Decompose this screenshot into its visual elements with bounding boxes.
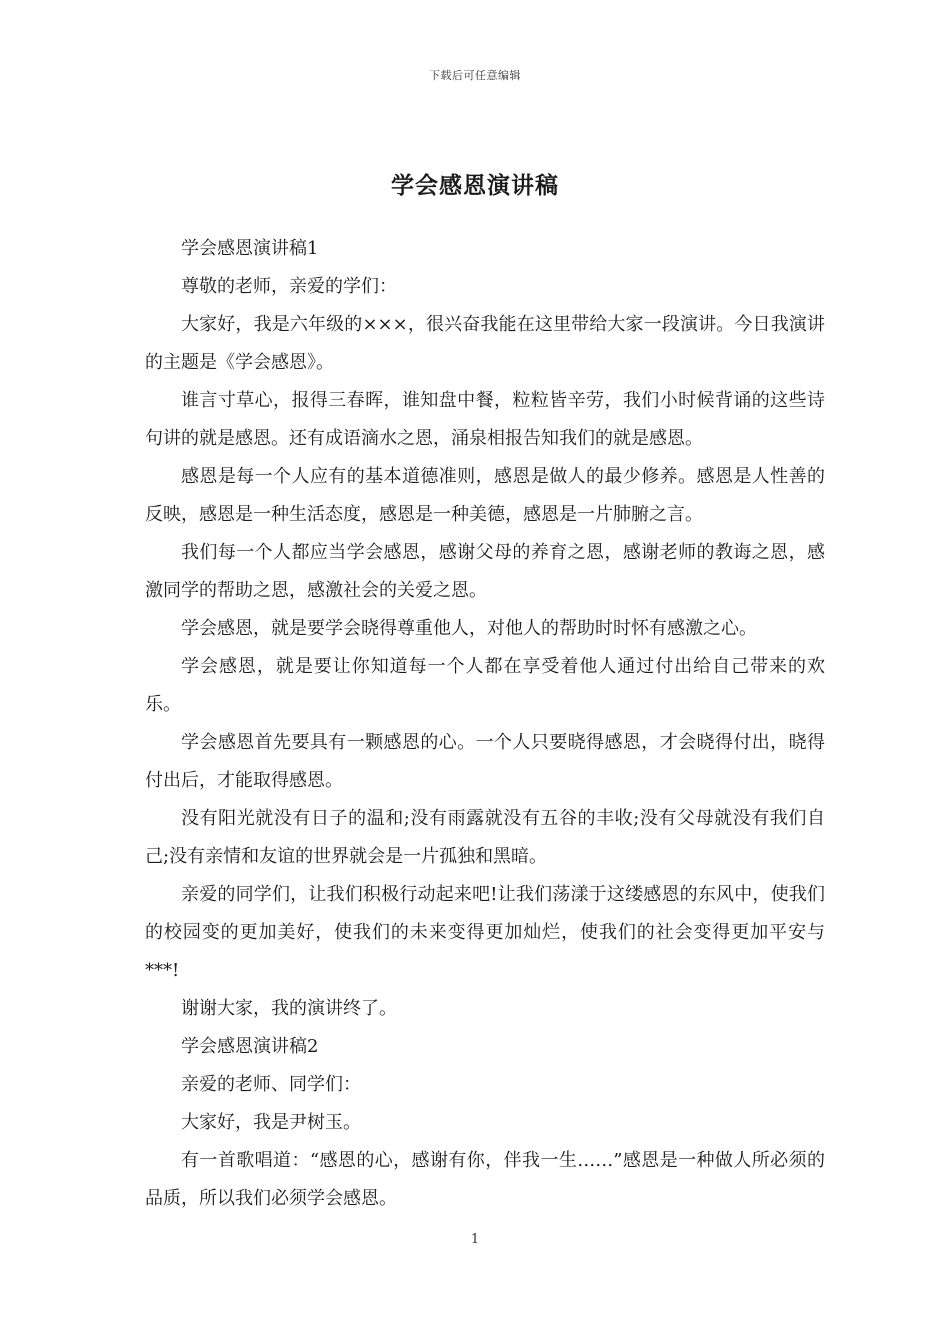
paragraph: 大家好，我是尹树玉。 <box>181 1112 361 1133</box>
paragraph: 学会感恩演讲稿1 <box>181 238 319 259</box>
paragraph: 学会感恩，就是要让你知道每一个人都在享受着他人通过付出给自己带来的欢乐。 <box>145 656 825 715</box>
paragraph: 尊敬的老师，亲爱的学们： <box>181 276 397 297</box>
header-note: 下载后可任意编辑 <box>429 69 521 82</box>
page-number: 1 <box>470 1232 480 1247</box>
document-title: 学会感恩演讲稿 <box>391 172 559 200</box>
paragraph: 有一首歌唱道：“感恩的心，感谢有你，伴我一生……”感恩是一种做人所必须的品质，所以我们必须学会感恩。 <box>145 1150 825 1209</box>
paragraph: 亲爱的老师、同学们： <box>181 1074 361 1095</box>
paragraph: 谢谢大家，我的演讲终了。 <box>181 998 397 1019</box>
paragraph: 学会感恩，就是要学会晓得尊重他人，对他人的帮助时时怀有感激之心。 <box>181 618 757 639</box>
paragraph: 我们每一个人都应当学会感恩，感谢父母的养育之恩，感谢老师的教诲之恩，感激同学的帮助之恩，感激社会的关爱之恩。 <box>145 542 825 601</box>
paragraph: 学会感恩演讲稿2 <box>181 1036 319 1057</box>
paragraph: 亲爱的同学们，让我们积极行动起来吧!让我们荡漾于这缕感恩的东风中，使我们的校园变的更加美好，使我们的未来变得更加灿烂，使我们的社会变得更加平安与***! <box>145 884 825 981</box>
paragraph: 没有阳光就没有日子的温和;没有雨露就没有五谷的丰收;没有父母就没有我们自己;没有亲情和友谊的世界就会是一片孤独和黑暗。 <box>145 808 825 867</box>
paragraph: 感恩是每一个人应有的基本道德准则，感恩是做人的最少修养。感恩是人性善的反映，感恩是一种生活态度，感恩是一种美德，感恩是一片肺腑之言。 <box>145 466 825 525</box>
paragraph: 学会感恩首先要具有一颗感恩的心。一个人只要晓得感恩，才会晓得付出，晓得付出后，才能取得感恩。 <box>145 732 825 791</box>
document-body <box>145 230 825 1218</box>
paragraph: 谁言寸草心，报得三春晖，谁知盘中餐，粒粒皆辛劳，我们小时候背诵的这些诗句讲的就是感恩。还有成语滴水之恩，涌泉相报告知我们的就是感恩。 <box>145 390 825 449</box>
paragraph: 大家好，我是六年级的×××，很兴奋我能在这里带给大家一段演讲。今日我演讲的主题是《学会感恩》。 <box>145 314 825 373</box>
